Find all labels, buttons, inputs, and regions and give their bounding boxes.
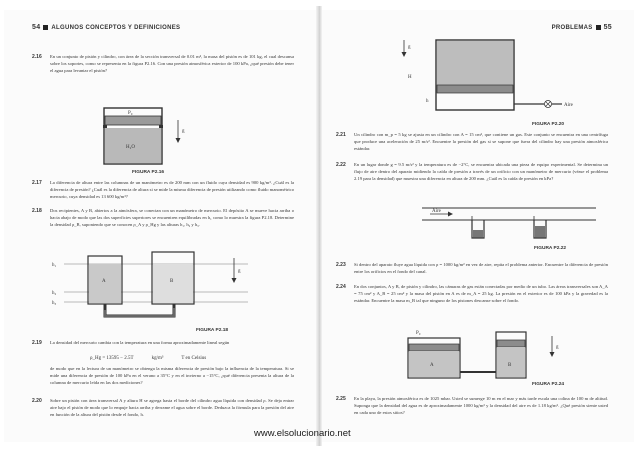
- figure-p2-24-diagram: [402, 324, 602, 386]
- svg-text:A: A: [430, 363, 434, 368]
- left-running-title: ALGUNOS CONCEPTOS Y DEFINICIONES: [51, 25, 181, 31]
- problem-2-23: 2.23 Si dentro del aparato fluye agua líquida con ρ = 1000 kg/m³ en vez de aire, repita el problema anterior. Encuentre la diferencia de presión entre los orificios en el fondo del canal.: [336, 262, 608, 274]
- svg-text:g: g: [408, 45, 411, 50]
- problem-2-25: 2.25 En la playa, la presión atmosférica es de 1025 mbar. Usted se sumerge 10 m en el mar y más tarde escala una colina de 100 m de altitud. Suponga que la densidad del agua es de aproximadamente 1000 kg/m³ y la densidad del aire es de 1.18 kg/m³. ¿Qué presión siente usted en cada uno de estos sitios?: [336, 396, 608, 415]
- problem-2-19: 2.19 La densidad del mercurio cambia con la temperatura en una forma aproximadamente lineal según: [32, 340, 230, 346]
- figure-p2-18-caption: FIGURA P2.18: [196, 328, 229, 333]
- left-page-number: 54: [32, 24, 41, 31]
- problem-2-18: 2.18 Dos recipientes, A y B, abiertos a la atmósfera, se conectan con un manómetro de mercurio. El depósito A se mueve hacia arriba o hacia abajo de modo que las dos superficies superiores se encuentren equilibradas en h₁ como lo muestra la figura P2.18. Determine la densidad ρ_B, suponiendo que se conocen ρ_A y ρ_Hg y las alturas h₁, h₂ y h₃.: [32, 208, 294, 227]
- problem-2-20: 2.20 Sobre un pistón con área transversal A y altura H se agrega hasta el borde del cilindro agua líquida con densidad ρ. Se deja entrar aire bajo el pistón de modo que lo empuje hacia arriba y derrame el agua sobre el borde. Deduzca la fórmula para la presión del aire en función de la altura del pistón desde el fondo, h.: [32, 398, 294, 417]
- p2-16-water-label: H₂O: [126, 145, 135, 150]
- figure-p2-22-caption: FIGURA P2.22: [534, 246, 567, 251]
- svg-text:B: B: [170, 279, 174, 284]
- svg-text:H: H: [408, 75, 412, 80]
- p2-16-p0-label: P₀: [128, 111, 133, 116]
- p2-16-g-label: g: [182, 129, 185, 134]
- svg-text:P₀: P₀: [416, 331, 421, 336]
- problem-2-24: 2.24 En dos conjuntos, A y B, de pistón y cilindro, las cámaras de gas están conectadas por medio de un tubo. Las áreas transversales son A_A = 75 cm² y A_B = 25 cm² y la masa del pistón en A es de m_A = 25 kg. La presión en el exterior es de 100 kPa y la gravedad es la estándar. Encuentre la masa m_B tal que ninguno de los pistones descanse sobre el fondo.: [336, 284, 608, 303]
- right-page-header: [552, 24, 612, 31]
- figure-p2-24-caption: FIGURA P2.24: [532, 382, 565, 387]
- left-page: [4, 10, 316, 442]
- problem-2-19-continued: de modo que en la lectura de un manómetro se obtenga la misma diferencia de presión bajo la influencia de la temperatura. Si se mide una diferencia de presión de 100 kPa en el verano a 35°C y en el invierno a −15°C, ¿qué diferencia presenta la altura de la columna de mercurio leída en las dos mediciones?: [50, 366, 294, 385]
- right-page-number: 55: [603, 24, 612, 31]
- figure-p2-20-diagram: [394, 34, 584, 122]
- svg-text:h: h: [426, 99, 429, 104]
- figure-p2-18-diagram: [48, 246, 258, 326]
- svg-text:g: g: [238, 269, 241, 274]
- mercury-density-formula: ρ_Hg = 13595 − 2.5T kg/m³ T en Celsius: [90, 356, 207, 361]
- svg-text:g: g: [556, 345, 559, 350]
- figure-p2-20-caption: FIGURA P2.20: [532, 122, 565, 127]
- problem-2-21: 2.21 Un cilindro con m_p = 5 kg se ajusta en un cilindro con A = 15 cm², que contiene un gas. Este conjunto se encuentra en una centrífuga que produce una aceleración de 25 m/s². Encuentre la presión del gas si se supone que fuera del cilindro hay una presión atmosférica estándar.: [336, 132, 608, 151]
- right-page: [322, 10, 634, 442]
- svg-text:h₁: h₁: [52, 263, 57, 268]
- svg-text:B: B: [508, 363, 512, 368]
- svg-text:Aire: Aire: [432, 209, 441, 214]
- svg-text:h₃: h₃: [52, 301, 57, 306]
- problem-2-22: 2.22 En un lugar donde g = 9.5 m/s² y la temperatura es de −2°C, se encuentra ubicada una pieza de equipo experimental. Se determina un flujo de aire dentro del aparato midiendo la caída de presión a través de un orificio con un manómetro de mercurio (véase el problema 2.19 para la densidad) que muestra una diferencia en altura de 200 mm. ¿Cuál es la caída de presión en kPa?: [336, 162, 608, 181]
- figure-p2-16-diagram: [90, 94, 210, 169]
- right-running-title: PROBLEMAS: [551, 25, 593, 31]
- left-page-header: [32, 24, 180, 31]
- problem-2-16: 2.16 En un conjunto de pistón y cilindro, con área de la sección transversal de 0.01 m², la masa del pistón es de 101 kg, el cual descansa sobre los soportes, como se representa en la figura P2.16. Con una presión atmosférica exterior de 100 kPa, ¿qué presión debe tener el agua para levantar el pistón?: [32, 54, 294, 73]
- svg-text:A: A: [102, 279, 106, 284]
- svg-text:h₂: h₂: [52, 291, 57, 296]
- figure-p2-16-caption: FIGURA P2.16: [132, 170, 165, 175]
- website-link[interactable]: www.elsolucionario.net: [254, 428, 351, 439]
- problem-2-17: 2.17 La diferencia de altura entre las columnas de un manómetro es de 200 mm con un fluido cuya densidad es 900 kg/m³. ¿Cuál es la diferencia de presión? ¿Cuál es la diferencia de altura si se mide la misma diferencia de presión utilizando como fluido manométrico mercurio, cuya densidad es 13 600 kg/m³?: [32, 180, 294, 199]
- svg-text:Aire: Aire: [564, 103, 573, 108]
- figure-p2-22-diagram: [414, 204, 604, 246]
